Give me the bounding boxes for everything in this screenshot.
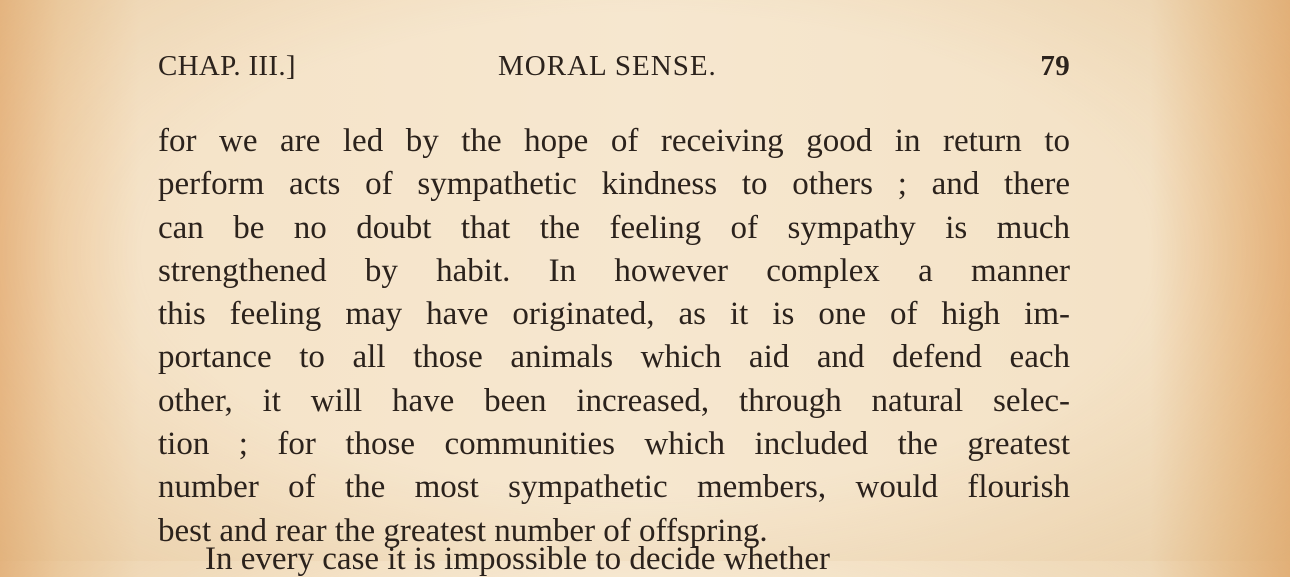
text-line-5: this feeling may have originated, as it is one of high im- bbox=[158, 296, 1070, 333]
body-paragraph bbox=[158, 120, 1070, 553]
section-title: MORAL SENSE. bbox=[498, 50, 717, 82]
text-line-9: number of the most sympathetic members, would flourish bbox=[158, 469, 1070, 506]
cropped-next-line-text: In every case it is impossible to decide whether bbox=[205, 541, 830, 577]
text-line-10: best and rear the greatest number of offspring. bbox=[158, 512, 768, 549]
running-head bbox=[158, 50, 1070, 84]
text-line-2: perform acts of sympathetic kindness to others ; and there bbox=[158, 166, 1070, 203]
text-line-4: strengthened by habit. In however complex a manner bbox=[158, 252, 1070, 289]
text-line-1: for we are led by the hope of receiving good in return to bbox=[158, 123, 1070, 159]
chapter-label: CHAP. III.] bbox=[158, 50, 296, 82]
text-line-7: other, it will have been increased, through natural selec- bbox=[158, 382, 1070, 419]
text-line-3: can be no doubt that the feeling of sympathy is much bbox=[158, 209, 1070, 246]
text-line-8: tion ; for those communities which included the greatest bbox=[158, 426, 1070, 463]
text-line-6: portance to all those animals which aid and defend each bbox=[158, 339, 1070, 376]
page-number: 79 bbox=[1040, 50, 1070, 82]
cropped-next-line bbox=[205, 541, 1075, 577]
